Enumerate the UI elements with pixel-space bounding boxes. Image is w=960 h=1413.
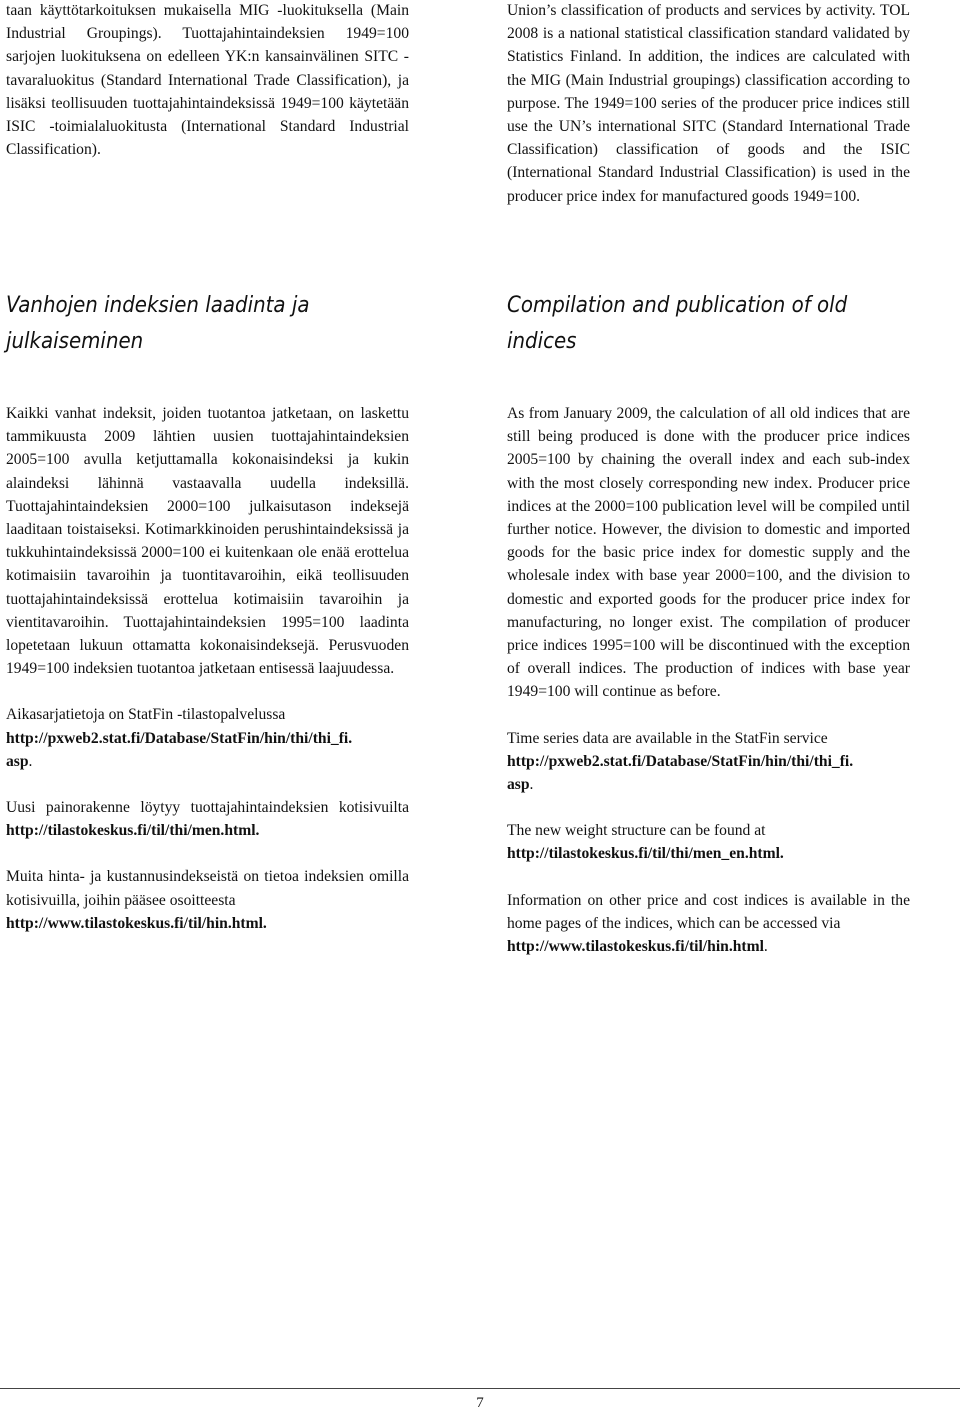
english-column (507, 0, 910, 208)
finnish-column (6, 0, 409, 161)
timeseries-text-en: Time series data are available in the StatFin service (507, 729, 828, 747)
other-indices-text-fi: Muita hinta- ja kustannusindekseistä on tietoa indeksien omilla kotisivuilla, joihin pääsee osoitteesta (6, 868, 409, 909)
heading-fi-line2: julkaiseminen (6, 329, 144, 354)
weights-text-en: The new weight structure can be found at (507, 822, 766, 840)
timeseries-paragraph-en: Time series data are available in the StatFin service http://pxweb2.stat.fi/Database/StatFin/hin/thi/thi_fi. asp. (507, 729, 854, 794)
statfin-link-en[interactable]: http://pxweb2.stat.fi/Database/StatFin/hin/thi/thi_fi. asp (507, 752, 854, 794)
body-fi (6, 402, 409, 935)
heading-en-line1: Compilation and publication of old (507, 293, 848, 318)
body-paragraph-fi: Kaikki vanhat indeksit, joiden tuotantoa jatketaan, on laskettu tammikuusta 2009 lähtien uusien tuottajahintaindeksien 2005=100 avulla ketjuttamalla kokonaisindeksi ja kukin alaindeksi lähinnä vastaavalla uudella indeksillä. Tuottajahintaindeksien 2000=100 julkaisutason indeksejä laaditaan toistaiseksi. Kotimarkkinoiden perushintaindeksissä ja tukkuhintaindeksissä 2000=100 ei kuitenkaan ole enää erottelua kotimaisiin tavaroihin ja tuontitavaroihin, eikä teollisuuden tuottajahintaindeksissä erottelua kotimaisiin tavaroihin ja vientitavaroihin. Tuottajahintaindeksien 1995=100 laadinta lopetetaan lukuun ottamatta kokonaisindeksejä. Perusvuoden 1949=100 indeksien tuotantoa jatketaan entisessä laajuudessa. (6, 405, 409, 678)
section-heading-en (507, 288, 910, 360)
timeseries-text-fi: Aikasarjatietoja on StatFin -tilastopalvelussa (6, 706, 286, 724)
page-number: 7 (476, 1395, 484, 1411)
weights-paragraph-en (507, 819, 910, 865)
other-indices-paragraph-en: Information on other price and cost indices is available in the home pages of the indices, which can be accessed via http://www.tilastokeskus.fi/til/hin.html. (507, 891, 910, 956)
other-indices-text-en: Information on other price and cost indices is available in the home pages of the indices, which can be accessed via (507, 891, 910, 932)
other-indices-paragraph-fi (6, 865, 409, 935)
weights-link-en[interactable]: http://tilastokeskus.fi/til/thi/men_en.html. (507, 845, 784, 863)
statfin-link-fi[interactable]: http://pxweb2.stat.fi/Database/StatFin/hin/thi/thi_fi. asp (6, 729, 353, 770)
intro-paragraph-en: Union’s classification of products and services by activity. TOL 2008 is a national statistical classification standard validated by Statistics Finland. In addition, the indices are calculated with the MIG (Main Industrial groupings) classification according to purpose. The 1949=100 series of the producer price indices still use the UN’s international SITC (Standard International Trade Classification) classification of goods and the ISIC (International Standard Industrial Classification) is used in the producer price index for manufactured goods 1949=100. (507, 2, 910, 205)
heading-en-line2: indices (507, 329, 577, 354)
weights-paragraph-fi (6, 796, 409, 842)
timeseries-paragraph-fi: Aikasarjatietoja on StatFin -tilastopalvelussa http://pxweb2.stat.fi/Database/StatFin/hin/thi/thi_fi. asp. (6, 706, 353, 770)
hin-link-en[interactable]: http://www.tilastokeskus.fi/til/hin.html (507, 938, 764, 956)
weights-link-fi[interactable]: http://tilastokeskus.fi/til/thi/men.html. (6, 822, 260, 840)
section-heading-fi (6, 288, 409, 360)
body-en (507, 402, 910, 958)
intro-paragraph-fi: taan käyttötarkoituksen mukaisella MIG -luokituksella (Main Industrial Groupings). Tuottajahintaindeksien 1949=100 sarjojen luokituksena on edelleen YK:n kansainvälinen SITC -tavaraluokitus (Standard International Trade Classification), ja lisäksi teollisuuden tuottajahintaindeksissä 1949=100 käytetään ISIC -toimialaluokitusta (International Standard Industrial Classification). (6, 2, 409, 159)
heading-fi-line1: Vanhojen indeksien laadinta ja (6, 293, 310, 318)
body-paragraph-en: As from January 2009, the calculation of all old indices that are still being produced is done with the producer price indices 2005=100 by chaining the overall index and each sub-index with the most closely corresponding new index. Producer price indices at the 2000=100 publication level will be compiled until further notice. However, the division to domestic and imported goods for the basic price index for domestic supply and the wholesale index with base year 2000=100, and the division to domestic and exported goods for the producer price index for manufacturing, no longer exist. The compilation of producer price indices 1995=100 will be discontinued with the exception of overall indices. The production of indices with base year 1949=100 will continue as before. (507, 405, 910, 701)
weights-text-fi: Uusi painorakenne löytyy tuottajahintaindeksien kotisivuilta (6, 799, 409, 817)
hin-link-fi[interactable]: http://www.tilastokeskus.fi/til/hin.html. (6, 914, 267, 932)
footer-divider (0, 1388, 960, 1389)
